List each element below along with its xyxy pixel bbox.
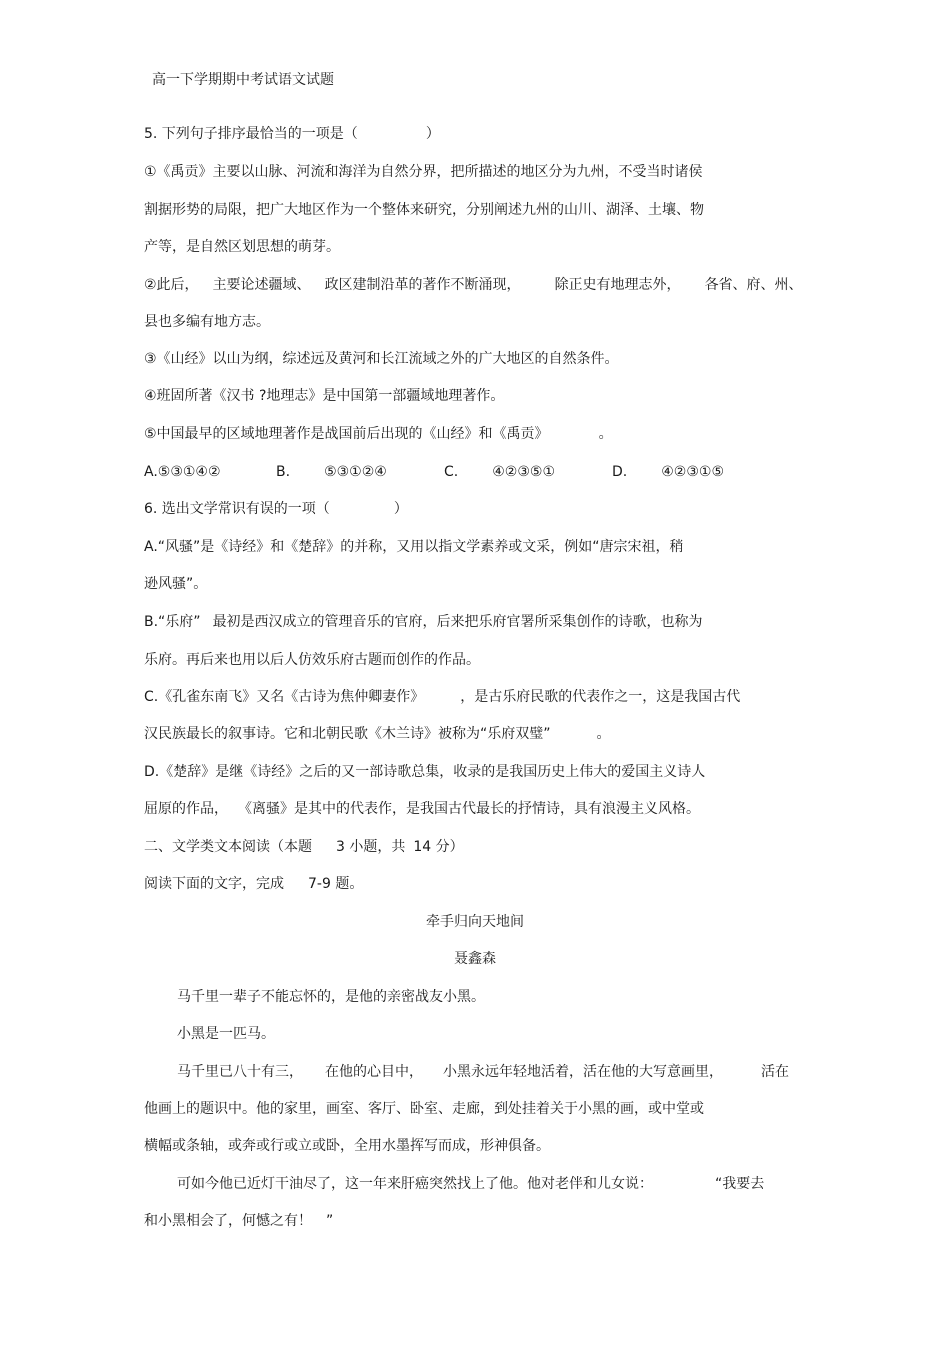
q5-sentence-1-line-2: 割据形势的局限，把广大地区作为一个整体来研究，分别阐述九州的山川、湖泽、土壤、物 [144, 202, 704, 218]
q5-option-b: B. ⑤③①②④ [276, 464, 387, 480]
q5-sentence-1-line-3: 产等，是自然区划思想的萌芽。 [144, 239, 340, 255]
q6-option-c-line-1: C.《孔雀东南飞》又名《古诗为焦仲卿妻作》 ，是古乐府民歌的代表作之一，这是我国古代 [144, 689, 741, 705]
article-paragraph-2: 小黑是一匹马。 [177, 1026, 275, 1042]
q6-option-b-line-1: B.“乐府” 最初是西汉成立的管理音乐的官府，后来把乐府官署所采集创作的诗歌，也称为 [144, 614, 703, 630]
q5-sentence-2-line-2: 县也多编有地方志。 [144, 314, 270, 330]
q6-option-d-line-2: 屈原的作品， 《离骚》是其中的代表作，是我国古代最长的抒情诗，具有浪漫主义风格。 [144, 801, 700, 817]
article-author: 聂鑫森 [454, 951, 496, 967]
q6-option-d-line-1: D.《楚辞》是继《诗经》之后的又一部诗歌总集，收录的是我国历史上伟大的爱国主义诗人 [144, 764, 706, 780]
q5-option-c: C. ④②③⑤① [444, 464, 555, 480]
q6-option-a-line-1: A.“风骚”是《诗经》和《楚辞》的并称，又用以指文学素养或文采，例如“唐宗宋祖，稍 [144, 539, 684, 555]
q5-sentence-2-line-1: ②此后， 主要论述疆域、 政区建制沿革的著作不断涌现， 除正史有地理志外， 各省、府、州、 [144, 277, 803, 293]
question-5-stem: 5. 下列句子排序最恰当的一项是（ ） [144, 126, 440, 142]
article-paragraph-4-line-1: 可如今他已近灯干油尽了，这一年来肝癌突然找上了他。他对老伴和儿女说： “我要去 [177, 1176, 765, 1192]
q5-sentence-4: ④班固所著《汉书 ?地理志》是中国第一部疆域地理著作。 [144, 388, 505, 404]
article-paragraph-4-line-2: 和小黑相会了，何憾之有！ ” [144, 1213, 334, 1229]
article-paragraph-3-line-3: 横幅或条轴，或奔或行或立或卧，全用水墨挥写而成，形神俱备。 [144, 1138, 550, 1154]
section-2-instruction: 阅读下面的文字，完成 7-9 题。 [144, 876, 364, 892]
q5-sentence-5: ⑤中国最早的区域地理著作是战国前后出现的《山经》和《禹贡》 。 [144, 426, 613, 442]
page-header: 高一下学期期中考试语文试题 [152, 72, 334, 88]
article-paragraph-3-line-2: 他画上的题识中。他的家里，画室、客厅、卧室、走廊，到处挂着关于小黑的画，或中堂或 [144, 1101, 704, 1117]
section-2-title: 二、文学类文本阅读（本题 3 小题，共 14 分） [144, 839, 464, 855]
article-title: 牵手归向天地间 [426, 914, 524, 930]
q6-option-c-line-2: 汉民族最长的叙事诗。它和北朝民歌《木兰诗》被称为“乐府双璧” 。 [144, 726, 611, 742]
q5-sentence-3: ③《山经》以山为纲，综述远及黄河和长江流域之外的广大地区的自然条件。 [144, 351, 619, 367]
q5-sentence-1-line-1: ①《禹贡》主要以山脉、河流和海洋为自然分界，把所描述的地区分为九州，不受当时诸侯 [144, 164, 703, 180]
q5-option-a: A.⑤③①④② [144, 464, 221, 480]
question-6-stem: 6. 选出文学常识有误的一项（ ） [144, 501, 408, 517]
article-paragraph-3-line-1: 马千里已八十有三， 在他的心目中， 小黑永远年轻地活着，活在他的大写意画里， 活在 [177, 1064, 789, 1080]
q6-option-b-line-2: 乐府。再后来也用以后人仿效乐府古题而创作的作品。 [144, 652, 480, 668]
q6-option-a-line-2: 逊风骚”。 [144, 576, 208, 592]
article-paragraph-1: 马千里一辈子不能忘怀的，是他的亲密战友小黑。 [177, 989, 485, 1005]
q5-option-d: D. ④②③①⑤ [612, 464, 724, 480]
